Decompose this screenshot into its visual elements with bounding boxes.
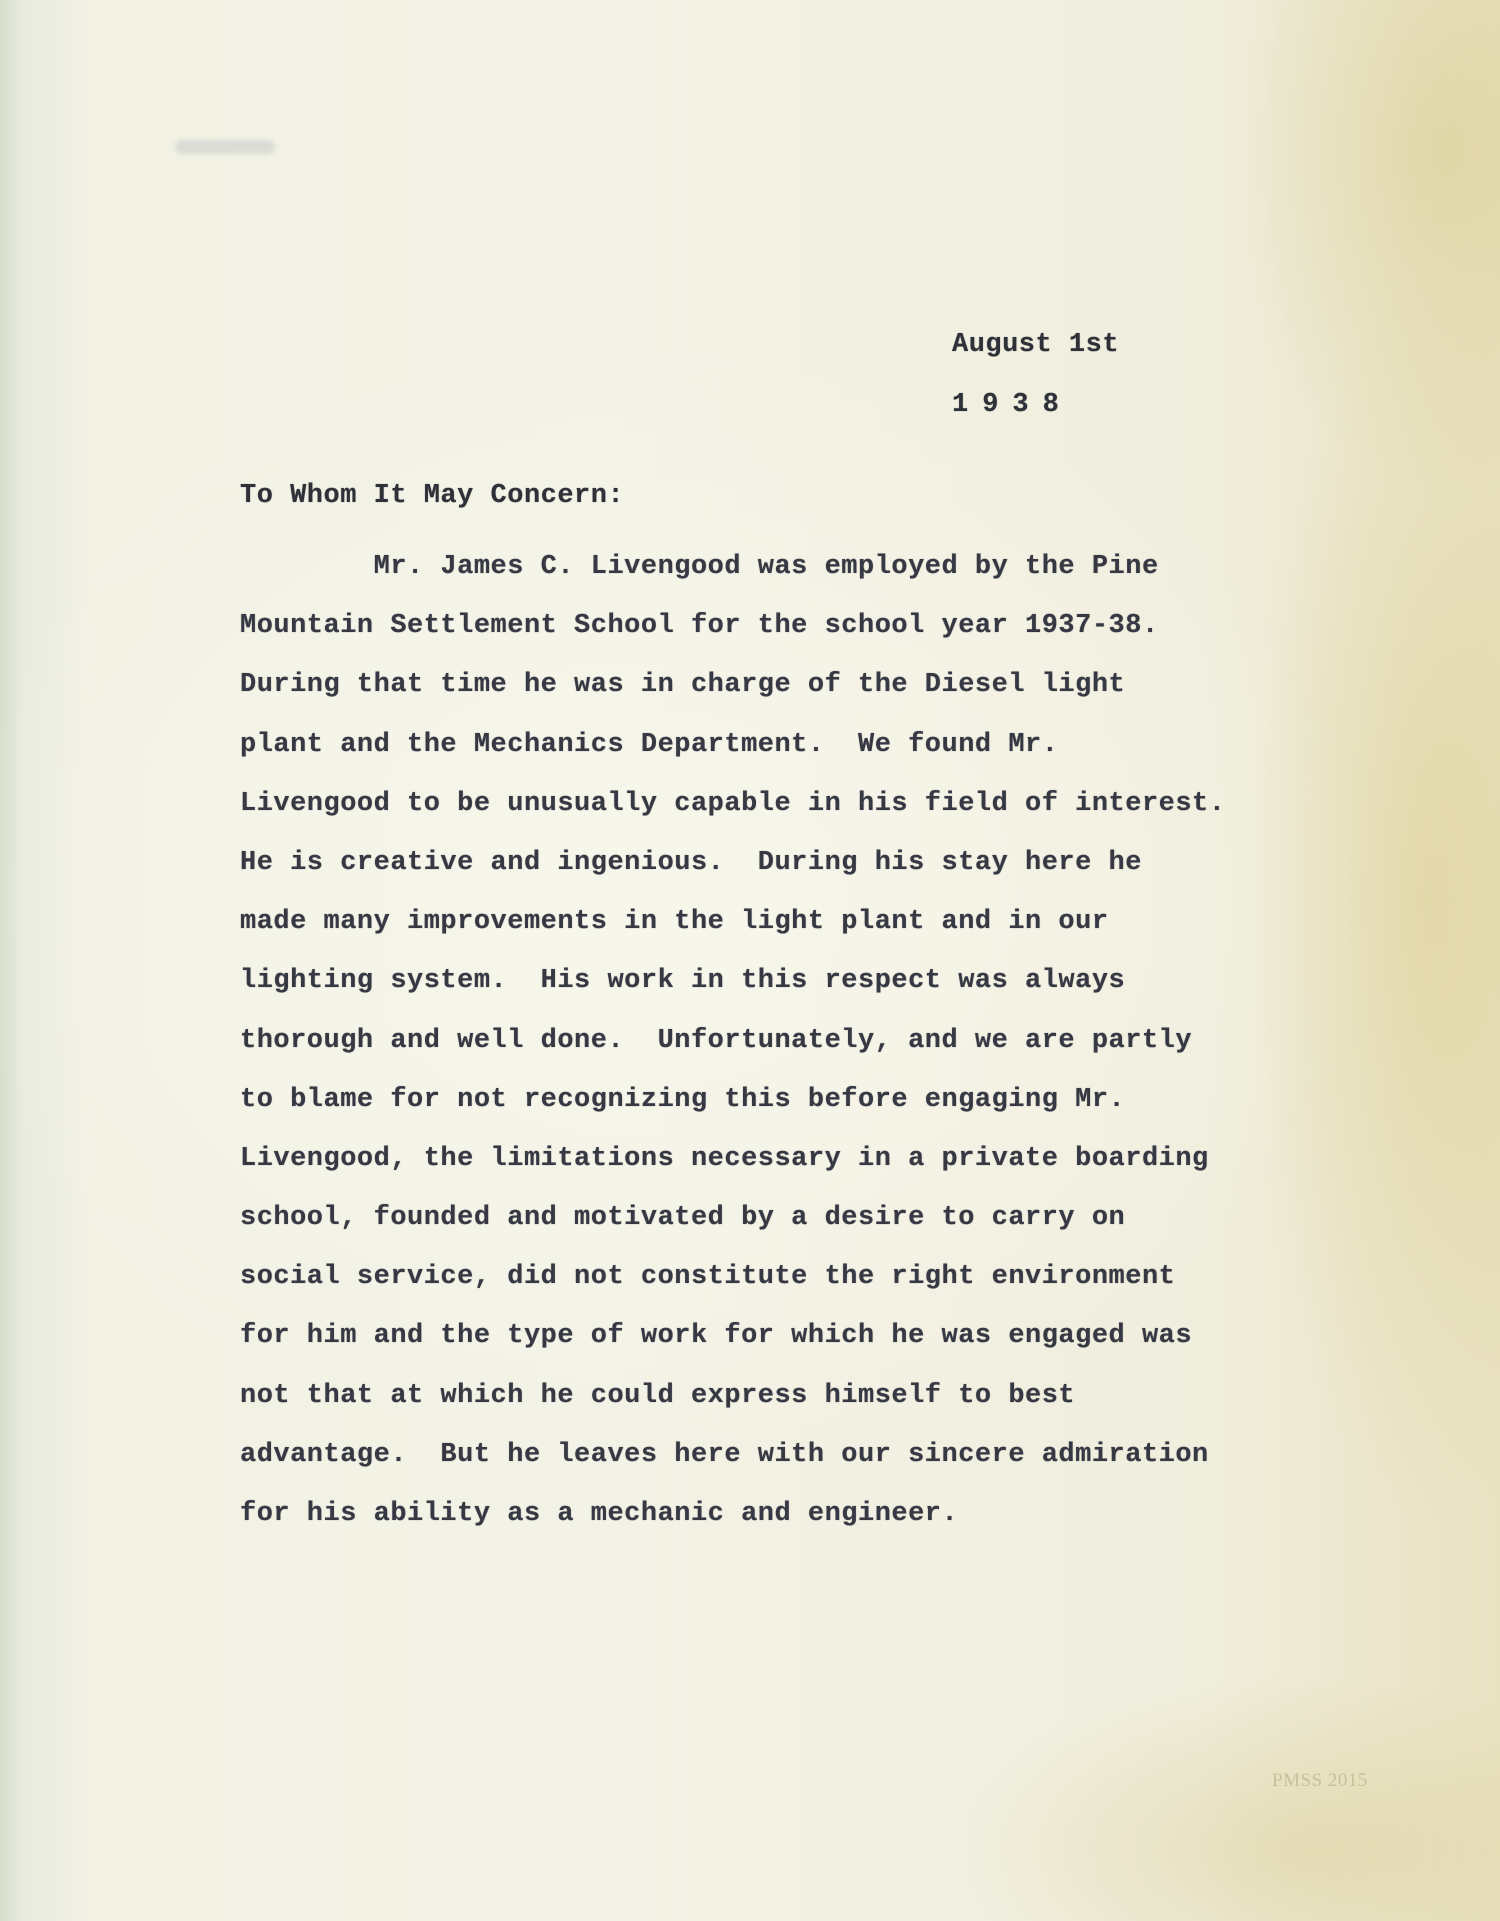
letter-body-line: school, founded and motivated by a desire to carry on [240, 1203, 1126, 1234]
letter-body-line: thorough and well done. Unfortunately, and we are partly [240, 1025, 1193, 1056]
letter-body-line: He is creative and ingenious. During his stay here he [240, 847, 1142, 878]
archive-watermark: PMSS 2015 [1272, 1770, 1368, 1791]
letter-body-line: advantage. But he leaves here with our sincere admiration [240, 1439, 1209, 1470]
letter-date-month-day: August 1st [952, 330, 1120, 360]
letter-body-line: lighting system. His work in this respect was always [240, 966, 1126, 997]
letter-body-line: to blame for not recognizing this before engaging Mr. [240, 1084, 1126, 1115]
letter-body-line: for him and the type of work for which he was engaged was [240, 1321, 1193, 1352]
letter-body-line: plant and the Mechanics Department. We found Mr. [240, 729, 1059, 760]
letter-body-line: Livengood to be unusually capable in his field of interest. [240, 788, 1226, 819]
letter-body-line: made many improvements in the light plant and in our [240, 907, 1109, 938]
letter-body [240, 538, 1320, 1544]
letter-salutation: To Whom It May Concern: [240, 481, 625, 511]
letter-body-line: Livengood, the limitations necessary in a private boarding [240, 1143, 1209, 1174]
letter-date-year: 1938 [952, 390, 1073, 420]
letter-body-line: social service, did not constitute the right environment [240, 1262, 1176, 1293]
ink-smudge [175, 140, 275, 154]
letter-body-line: for his ability as a mechanic and engineer. [240, 1499, 959, 1529]
letter-body-line: not that at which he could express himself to best [240, 1380, 1076, 1411]
letter-body-line: During that time he was in charge of the Diesel light [240, 670, 1126, 701]
letter-body-line: Mr. James C. Livengood was employed by the Pine [240, 552, 1159, 582]
letter-body-line: Mountain Settlement School for the school year 1937-38. [240, 611, 1159, 642]
